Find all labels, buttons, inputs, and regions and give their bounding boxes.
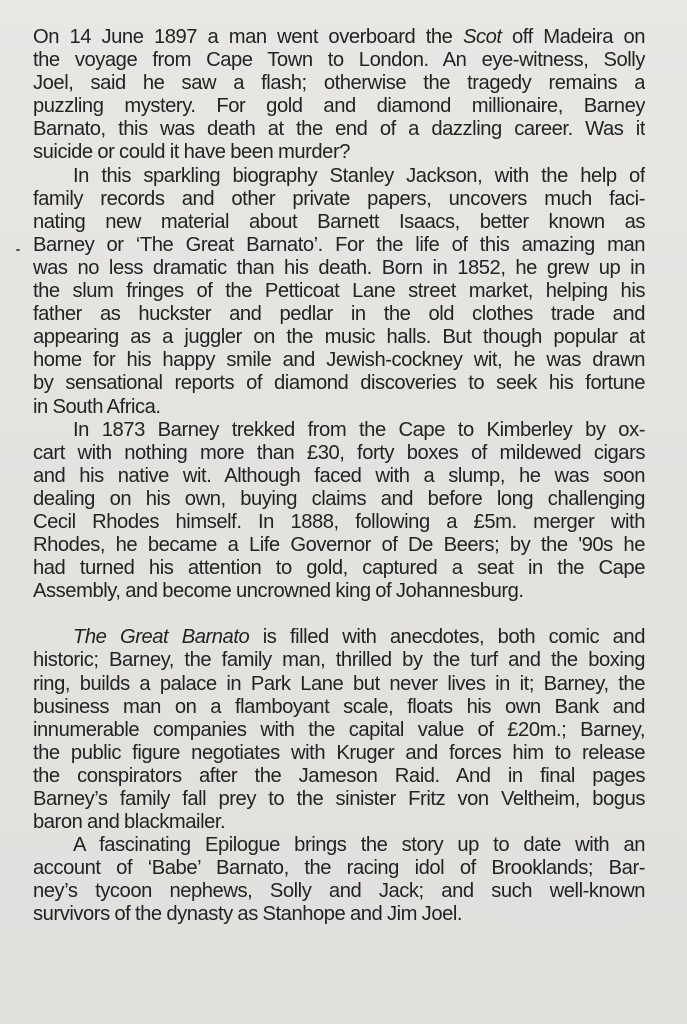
text-line: dealing on his own, buying claims and before long challenging [33, 487, 645, 510]
text-line: appearing as a juggler on the music halls. But though popular at [33, 326, 645, 349]
text-line: cart with nothing more than £30, forty boxes of mildewed cigars [33, 441, 645, 464]
text-line: survivors of the dynasty as Stanhope and Jim Joel. [33, 903, 463, 926]
text-line: the conspirators after the Jameson Raid. And in final pages [33, 764, 645, 787]
text-line: by sensational reports of diamond discoveries to seek his fortune [33, 372, 645, 395]
paragraph-epilogue [33, 834, 645, 926]
text-line: was no less dramatic than his death. Born in 1852, he grew up in [33, 256, 645, 279]
text-line: baron and blackmailer. [33, 811, 226, 834]
text-line: Cecil Rhodes himself. In 1888, following a £5m. merger with [33, 510, 645, 533]
text-line: father as huckster and pedlar in the old clothes trade and [33, 303, 645, 326]
text-line: Barney’s family fall prey to the sinister Fritz von Veltheim, bogus [33, 788, 645, 810]
text-line: the slum fringes of the Petticoat Lane street market, helping his [33, 280, 645, 303]
text-line: account of ‘Babe’ Barnato, the racing idol of Brooklands; Bar- [33, 857, 645, 880]
text-line: Barney or ‘The Great Barnato’. For the life of this amazing man [33, 233, 645, 256]
book-blurb [33, 26, 645, 927]
text-line: ney’s tycoon nephews, Solly and Jack; and such well-known [33, 880, 645, 903]
text-line: had turned his attention to gold, captured a seat in the Cape [33, 557, 645, 580]
book-title: The Great Barnato [73, 626, 250, 649]
text-line: Rhodes, he became a Life Governor of De Beers; by the '90s he [33, 534, 645, 557]
text-line: the public figure negotiates with Kruger and forces him to release [33, 741, 645, 764]
text-line: and his native wit. Although faced with a slump, he was soon [33, 464, 645, 487]
text-line: nating new material about Barnett Isaacs, better known as [33, 210, 645, 233]
text-line: historic; Barney, the family man, thrilled by the turf and the boxing [33, 649, 645, 672]
paragraph-anecdotes [33, 626, 645, 834]
ship-name: Scot [462, 26, 502, 48]
paragraph-kimberley [33, 419, 645, 604]
text-line: A fascinating Epilogue brings the story up to date with an [73, 834, 645, 857]
margin-mark [16, 249, 20, 251]
text-line: business man on a flamboyant scale, floats his own Bank and [33, 695, 645, 718]
text-line: the voyage from Cape Town to London. An eye-witness, Solly [33, 49, 645, 72]
paragraph-gap [33, 603, 645, 626]
text-line: On 14 June 1897 a man went overboard the Scot off Madeira on [33, 26, 645, 48]
paragraph-biography [33, 165, 645, 419]
text-line: home for his happy smile and Jewish-cockney wit, he was drawn [33, 349, 645, 372]
text-line: family records and other private papers, uncovers much faci- [33, 187, 645, 210]
text-line: In this sparkling biography Stanley Jackson, with the help of [73, 164, 645, 187]
text-line: ring, builds a palace in Park Lane but never lives in it; Barney, the [33, 672, 645, 695]
text-line: The Great Barnato is filled with anecdotes, both comic and [73, 626, 645, 649]
text-line: Joel, said he saw a flash; otherwise the tragedy remains a [33, 72, 645, 95]
text-line: suicide or could it have been murder? [33, 141, 351, 164]
text-line: Assembly, and become uncrowned king of Johannesburg. [33, 580, 524, 603]
text-line: in South Africa. [33, 395, 161, 418]
paragraph-intro [33, 26, 645, 165]
text-line: Barnato, this was death at the end of a dazzling career. Was it [33, 118, 645, 141]
text-line: innumerable companies with the capital value of £20m.; Barney, [33, 718, 645, 741]
text-line: puzzling mystery. For gold and diamond millionaire, Barney [33, 95, 645, 118]
text-line: In 1873 Barney trekked from the Cape to Kimberley by ox- [73, 418, 645, 441]
